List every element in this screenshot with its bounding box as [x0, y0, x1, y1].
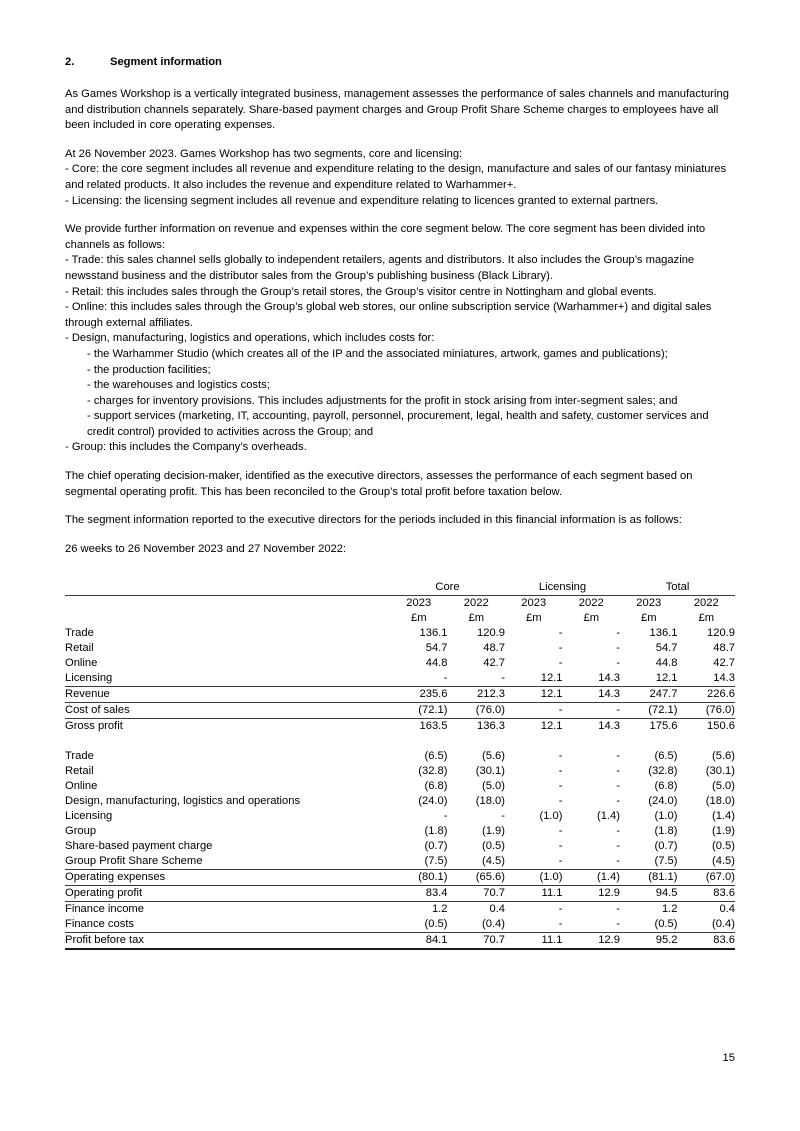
row-value: (1.8): [424, 825, 448, 838]
row-value: -: [558, 903, 563, 916]
row-value: -: [616, 903, 620, 916]
sub-bullet: credit control) provided to activities across the Group; and: [87, 425, 374, 438]
row-value: 0.4: [489, 903, 505, 916]
row-value: (1.4): [712, 810, 736, 823]
text-line: through external affiliates.: [65, 316, 193, 329]
row-value: (0.5): [712, 840, 736, 853]
row-label: Design, manufacturing, logistics and operations: [65, 795, 301, 808]
sub-bullet: - the warehouses and logistics costs;: [87, 379, 270, 392]
row-value: -: [558, 795, 563, 808]
row-value: 11.1: [505, 886, 563, 902]
text-line: - Online: this includes sales through the Group’s global web stores, our online subscription service (Warhammer+) and digital sales: [65, 301, 712, 314]
table-row: [65, 719, 735, 735]
row-value: (0.7): [424, 840, 448, 853]
row-value: -: [443, 810, 448, 823]
row-value: -: [558, 825, 563, 838]
text-line: As Games Workshop is a vertically integrated business, management assesses the performance of sales channels and manufacturing: [65, 88, 729, 100]
row-label: Cost of sales: [65, 703, 390, 719]
table-units-header-row: [65, 611, 735, 626]
text-line: We provide further information on revenue and expenses within the core segment below. The core segment has been divided into: [65, 223, 706, 236]
table-row: [65, 749, 735, 764]
row-label: Finance costs: [65, 917, 390, 933]
text-line: At 26 November 2023. Games Workshop has two segments, core and licensing:: [65, 147, 463, 160]
row-value: 120.9: [477, 627, 505, 640]
row-value: -: [563, 917, 621, 933]
row-value: -: [558, 840, 563, 853]
row-label: Trade: [65, 627, 94, 640]
row-label: Operating expenses: [65, 870, 390, 886]
table-row: [65, 886, 735, 902]
row-value: 175.6: [620, 719, 678, 735]
row-value: 11.1: [505, 933, 563, 950]
row-value: -: [558, 780, 563, 793]
text-line: 26 weeks to 26 November 2023 and 27 November 2022:: [65, 542, 347, 555]
table-row: [65, 870, 735, 886]
row-value: 83.4: [390, 886, 448, 902]
row-value: (7.5): [654, 855, 678, 868]
paragraph-channels: [65, 222, 735, 456]
row-label: Group: [65, 825, 97, 838]
row-value: (4.5): [481, 855, 505, 868]
year-licensing-2022: 2022: [578, 597, 604, 610]
row-value: (6.8): [424, 780, 448, 793]
table-row: [65, 809, 735, 824]
table-body: [65, 626, 735, 949]
row-value: -: [558, 855, 563, 868]
row-value: 84.1: [390, 933, 448, 950]
row-value: 44.8: [655, 657, 678, 670]
row-value: (18.0): [705, 795, 736, 808]
sub-bullet: - the production facilities;: [87, 363, 211, 376]
row-value: -: [563, 703, 621, 719]
paragraph-segments: [65, 147, 735, 209]
row-value: -: [443, 672, 448, 685]
row-value: (24.0): [648, 795, 678, 808]
text-line: The segment information reported to the executive directors for the periods included in this financial information is as follows:: [65, 514, 682, 527]
row-value: -: [558, 657, 563, 670]
table-row: [65, 764, 735, 779]
row-value: (0.4): [448, 917, 506, 933]
row-value: 235.6: [390, 687, 448, 703]
units-total-2023: £m: [640, 612, 657, 625]
table-spacer-row: [65, 734, 735, 749]
text-line: segmental operating profit. This has been reconciled to the Group’s total profit before taxation below.: [65, 485, 563, 498]
table-head: [65, 580, 735, 626]
text-line: - Retail: this includes sales through the Group’s retail stores, the Group’s visitor centre in Nottingham and global events.: [65, 285, 657, 298]
text-line: - Licensing: the licensing segment includes all revenue and expenditure relating to licences granted to external partners.: [65, 194, 659, 207]
row-value: (5.0): [712, 780, 736, 793]
section-heading: [65, 55, 735, 70]
table-row: [65, 779, 735, 794]
row-value: -: [501, 672, 505, 685]
row-value: -: [558, 750, 563, 763]
row-value: -: [616, 657, 620, 670]
row-value: (4.5): [712, 855, 736, 868]
row-label: Retail: [65, 642, 94, 655]
group-header-core: Core: [390, 580, 505, 596]
row-value: (30.1): [475, 765, 505, 778]
table-group-header-row: [65, 580, 735, 596]
row-value: 42.7: [483, 657, 505, 670]
row-value: (0.7): [654, 840, 678, 853]
row-value: -: [558, 765, 563, 778]
row-label: Profit before tax: [65, 933, 390, 950]
row-value: (1.9): [712, 825, 736, 838]
row-value: 12.1: [655, 672, 678, 685]
row-value: -: [558, 642, 563, 655]
year-total-2023: 2023: [636, 597, 662, 610]
row-label: Trade: [65, 750, 94, 763]
row-label: Gross profit: [65, 719, 390, 735]
section-number: 2.: [65, 56, 75, 68]
row-label: Share-based payment charge: [65, 840, 213, 853]
page-number: 15: [722, 1052, 735, 1064]
row-label: Online: [65, 780, 98, 793]
row-value: 136.1: [419, 627, 448, 640]
row-value: 1.2: [431, 903, 448, 916]
row-value: 83.6: [678, 886, 736, 902]
row-value: -: [616, 855, 620, 868]
row-value: -: [616, 825, 620, 838]
row-value: (76.0): [448, 703, 506, 719]
row-value: (1.8): [654, 825, 678, 838]
table-row: [65, 671, 735, 687]
row-value: (80.1): [390, 870, 448, 886]
paragraph-reporting: [65, 513, 735, 529]
units-licensing-2023: £m: [525, 612, 542, 625]
row-value: 150.6: [678, 719, 736, 735]
row-label: Operating profit: [65, 886, 390, 902]
units-core-2023: £m: [410, 612, 427, 625]
row-value: (1.4): [596, 810, 620, 823]
table-row: [65, 794, 735, 809]
text-line: - Group: this includes the Company’s overheads.: [65, 441, 307, 454]
table-row: [65, 703, 735, 719]
table-row: [65, 656, 735, 671]
row-value: -: [616, 750, 620, 763]
row-value: -: [616, 642, 620, 655]
row-value: 94.5: [620, 886, 678, 902]
row-value: -: [558, 627, 563, 640]
row-value: (0.5): [620, 917, 678, 933]
segment-information-table: [65, 580, 735, 950]
row-value: 83.6: [678, 933, 736, 950]
row-value: (81.1): [620, 870, 678, 886]
text-line: The chief operating decision-maker, identified as the executive directors, assesses the performance of each segment based on: [65, 470, 693, 483]
table-row: [65, 641, 735, 656]
row-label: Revenue: [65, 687, 390, 703]
row-value: (72.1): [620, 703, 678, 719]
row-value: 48.7: [483, 642, 505, 655]
table-spacer-cell: [65, 734, 735, 749]
row-value: 120.9: [707, 627, 736, 640]
row-value: (0.4): [678, 917, 736, 933]
table-row: [65, 824, 735, 839]
row-value: (1.4): [563, 870, 621, 886]
group-header-blank: [65, 580, 390, 596]
text-line: - Core: the core segment includes all revenue and expenditure relating to the design, manufacture and sales of our fantasy miniatures: [65, 163, 727, 176]
row-value: 12.9: [563, 933, 621, 950]
row-value: (5.0): [481, 780, 505, 793]
row-value: 212.3: [448, 687, 506, 703]
row-value: -: [616, 795, 620, 808]
row-value: 14.3: [713, 672, 736, 685]
table-row: [65, 839, 735, 854]
row-value: 12.1: [505, 687, 563, 703]
table-row: [65, 687, 735, 703]
row-value: 0.4: [719, 903, 736, 916]
section-title: Segment information: [110, 56, 222, 68]
year-core-2022: 2022: [463, 597, 489, 610]
row-value: 12.1: [540, 672, 563, 685]
row-label: Online: [65, 657, 98, 670]
text-line: been included in core operating expenses.: [65, 119, 276, 132]
row-value: -: [616, 627, 620, 640]
row-value: (65.6): [448, 870, 506, 886]
text-line: newsstand business and the distributor sales from the Group’s publishing business (Black Library).: [65, 269, 553, 282]
group-header-total: Total: [620, 580, 735, 596]
row-label: Licensing: [65, 672, 113, 685]
row-value: -: [616, 780, 620, 793]
paragraph-period: [65, 542, 735, 558]
group-header-licensing: Licensing: [505, 580, 620, 596]
row-value: 54.7: [655, 642, 678, 655]
row-label: Retail: [65, 765, 94, 778]
units-licensing-2022: £m: [583, 612, 600, 625]
year-licensing-2023: 2023: [521, 597, 547, 610]
sub-bullet: - charges for inventory provisions. This includes adjustments for the profit in stock arising from inter-segment sales; and: [87, 394, 678, 407]
year-header-blank: [65, 596, 390, 612]
row-value: 247.7: [620, 687, 678, 703]
row-value: 95.2: [620, 933, 678, 950]
text-line: - Design, manufacturing, logistics and operations, which includes costs for:: [65, 332, 435, 345]
row-value: -: [501, 810, 505, 823]
row-label: Finance income: [65, 903, 144, 916]
row-value: -: [616, 765, 620, 778]
row-value: (6.5): [654, 750, 678, 763]
units-core-2022: £m: [468, 612, 485, 625]
row-value: 14.3: [563, 687, 621, 703]
row-value: 12.1: [505, 719, 563, 735]
row-value: (32.8): [418, 765, 448, 778]
row-value: 70.7: [448, 886, 506, 902]
text-line: and distribution channels separately. Share-based payment charges and Group Profit Share Scheme charges to employees have all: [65, 103, 719, 116]
row-value: (5.6): [712, 750, 736, 763]
row-value: (6.8): [654, 780, 678, 793]
row-value: (24.0): [418, 795, 448, 808]
paragraph-decision-maker: [65, 469, 735, 500]
units-header-blank: [65, 611, 390, 626]
table-row: [65, 933, 735, 950]
row-value: (5.6): [481, 750, 505, 763]
row-value: 14.3: [563, 719, 621, 735]
row-value: (67.0): [678, 870, 736, 886]
row-value: (1.0): [539, 810, 563, 823]
row-value: 1.2: [661, 903, 678, 916]
page-content: [65, 55, 735, 950]
row-value: 44.8: [425, 657, 448, 670]
row-value: 14.3: [598, 672, 620, 685]
row-value: (72.1): [390, 703, 448, 719]
row-value: (1.9): [481, 825, 505, 838]
row-value: 70.7: [448, 933, 506, 950]
row-value: 136.3: [448, 719, 506, 735]
row-value: (6.5): [424, 750, 448, 763]
text-line: and related products. It also includes the revenue and expenditure related to Warhammer+.: [65, 178, 517, 191]
row-value: (76.0): [678, 703, 736, 719]
row-label: Group Profit Share Scheme: [65, 855, 203, 868]
row-value: -: [616, 840, 620, 853]
row-value: (7.5): [424, 855, 448, 868]
row-value: 54.7: [425, 642, 448, 655]
row-label: Licensing: [65, 810, 113, 823]
units-total-2022: £m: [698, 612, 715, 625]
row-value: (30.1): [705, 765, 736, 778]
row-value: (1.0): [654, 810, 678, 823]
row-value: -: [505, 917, 563, 933]
table-year-header-row: [65, 596, 735, 612]
sub-bullet: - support services (marketing, IT, accounting, payroll, personnel, procurement, legal, health and safety, customer services and: [87, 410, 709, 423]
paragraph-intro: [65, 87, 735, 134]
row-value: 12.9: [563, 886, 621, 902]
year-core-2023: 2023: [406, 597, 432, 610]
row-value: 163.5: [390, 719, 448, 735]
row-value: (18.0): [475, 795, 505, 808]
table-row: [65, 854, 735, 870]
segment-table-wrapper: [65, 580, 735, 950]
table-row: [65, 626, 735, 641]
text-line: channels as follows:: [65, 238, 166, 251]
text-line: - Trade: this sales channel sells globally to independent retailers, agents and distributors. It also includes the Group’s magazine: [65, 254, 695, 267]
row-value: (1.0): [505, 870, 563, 886]
row-value: (32.8): [648, 765, 678, 778]
row-value: 48.7: [713, 642, 736, 655]
row-value: -: [505, 703, 563, 719]
row-value: 42.7: [713, 657, 736, 670]
year-total-2022: 2022: [693, 597, 719, 610]
table-row: [65, 917, 735, 933]
table-row: [65, 902, 735, 918]
row-value: (0.5): [481, 840, 505, 853]
sub-bullet: - the Warhammer Studio (which creates all of the IP and the associated miniatures, artwork, games and publications);: [87, 347, 668, 360]
row-value: 226.6: [678, 687, 736, 703]
row-value: 136.1: [649, 627, 678, 640]
row-value: (0.5): [390, 917, 448, 933]
